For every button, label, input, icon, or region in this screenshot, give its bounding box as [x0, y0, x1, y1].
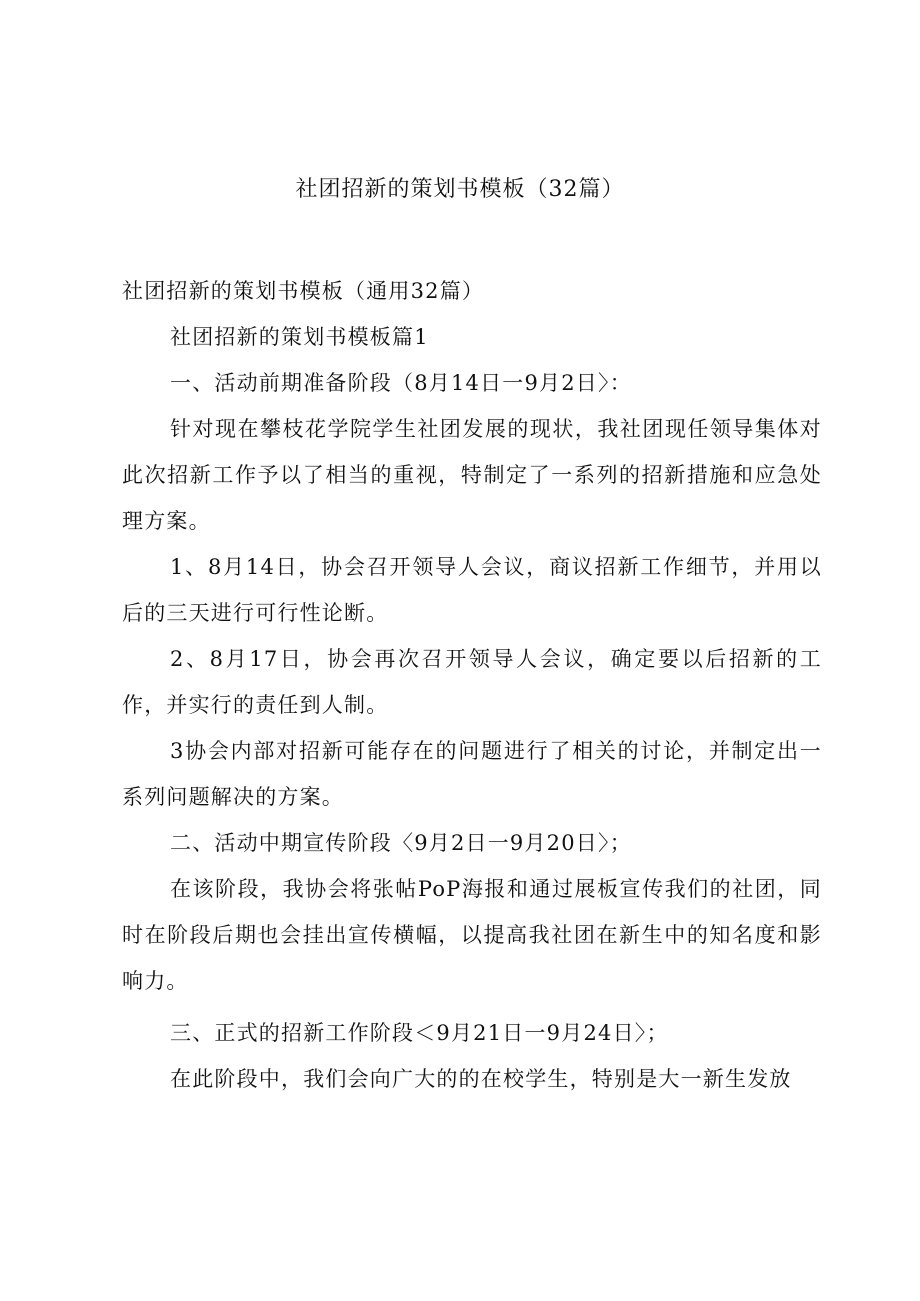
list-item-1: 1、8月14日，协会召开领导人会议，商议招新工作细节，并用以后的三天进行可行性论断。 — [122, 555, 822, 625]
phase-heading-2: 二、活动中期宣传阶段〈9月2日一9月20日〉； — [170, 831, 632, 855]
document-body — [122, 268, 822, 1102]
list-item-3: 3协会内部对招新可能存在的问题进行了相关的讨论，并制定出一系列问题解决的方案。 — [122, 739, 822, 809]
subtitle-paragraph: 社团招新的策划书模板（通用32篇） — [122, 279, 485, 303]
body-paragraph: 在此阶段中，我们会向广大的的在校学生，特别是大一新生发放 — [170, 1067, 792, 1091]
phase-heading-1: 一、活动前期准备阶段（8月14日一9月2日〉： — [170, 371, 632, 395]
section-heading: 社团招新的策划书模板篇1 — [170, 325, 429, 349]
body-paragraph: 在该阶段，我协会将张帖PoP海报和通过展板宣传我们的社团，同时在阶段后期也会挂出宣传横幅，以提高我社团在新生中的知名度和影响力。 — [122, 877, 822, 993]
list-item-2: 2、8月17日，协会再次召开领导人会议，确定要以后招新的工作，并实行的责任到人制。 — [122, 647, 822, 717]
document-title: 社团招新的策划书模板（32篇） — [295, 177, 625, 202]
phase-heading-3: 三、正式的招新工作阶段＜9月21日一9月24日〉； — [170, 1021, 669, 1045]
body-paragraph: 针对现在攀枝花学院学生社团发展的现状，我社团现任领导集体对此次招新工作予以了相当的重视，特制定了一系列的招新措施和应急处理方案。 — [122, 417, 822, 533]
